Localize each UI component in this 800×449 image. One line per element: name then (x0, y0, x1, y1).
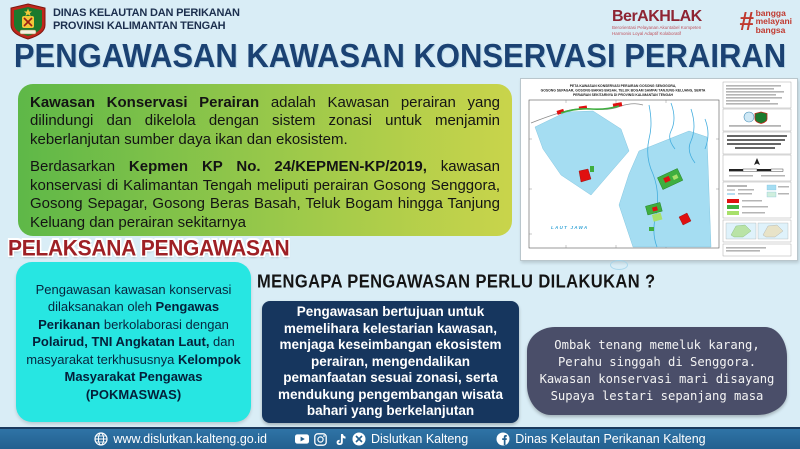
ministry-logo (744, 112, 754, 122)
hashtag-word3: bangsa (755, 24, 786, 35)
website-group (94, 432, 267, 446)
province-logo-small (755, 112, 767, 124)
definition-paragraph-1 (30, 94, 500, 149)
globe-icon (94, 432, 108, 446)
facebook-group (496, 432, 705, 446)
hashtag-word2: melayani (755, 16, 792, 27)
definition-term: Kawasan Konservasi Perairan (30, 94, 260, 111)
pelaksana-seg2: Pengawas Perikanan (38, 299, 220, 332)
hashtag-icon: # (739, 6, 754, 36)
pantun-line2: Perahu singgah di Senggora. (557, 354, 757, 369)
berakhlak-logo (612, 9, 742, 36)
facebook-account-name[interactable]: Dinas Kelautan Perikanan Kalteng (515, 432, 706, 446)
pelaksana-box (16, 262, 251, 422)
mengapa-text: Pengawasan bertujuan untuk memelihara kelestarian kawasan, menjaga keseimbangan ekosistem perairan, mengendalikan pemanfaatan sesuai zonasi, serta mendukung pengembangan wisata bahari yang berkelanjutan (277, 303, 504, 419)
pelaksana-seg6: Kelompok Masyarakat Pengawas (POKMASWAS) (64, 351, 241, 402)
pelaksana-seg5: dan masyarakat terkhususnya (26, 334, 235, 367)
berakhlak-tagline-1: Berorientasi Pelayanan Akuntabel Kompeten (612, 25, 702, 30)
agency-line2: PROVINSI KALIMANTAN TENGAH (53, 20, 226, 32)
map-sidebar (723, 82, 791, 256)
definition-box (18, 84, 512, 236)
map-figure (521, 79, 797, 260)
map-title-line1: PETA KAWASAN KONSERVASI PERAIRAN GOSONG SENGGORA, (569, 84, 677, 88)
youtube-icon[interactable] (295, 432, 309, 446)
bangga-melayani-bangsa-logo (739, 6, 792, 37)
kalteng-province-logo (8, 3, 48, 40)
regulation-text: kawasan konservasi di Kalimantan Tengah meliputi perairan Gosong Senggora, Gosong Sepagar, Gosong Beras Basah, Teluk Bogam hingga Tanjung Keluang dan perairan sekitarnya (30, 158, 500, 231)
pelaksana-heading: PELAKSANA PENGAWASAN (8, 236, 290, 261)
agency-name (53, 7, 240, 33)
social-account-name[interactable]: Dislutkan Kalteng (370, 432, 469, 446)
definition-paragraph-2 (30, 158, 500, 232)
pantun-line4: Supaya lestari sepanjang masa (550, 389, 764, 404)
instagram-icon[interactable] (314, 432, 328, 446)
footer-bar (0, 427, 800, 449)
map-watermark (610, 260, 628, 270)
definition-text: adalah Kawasan perairan yang dilindungi dan dikelola dengan sistem zonasi untuk menjamin keberlanjutan sumber daya ikan dan ekosistem. (30, 94, 501, 148)
pantun-text (540, 337, 775, 405)
pelaksana-seg1: Pengawasan kawasan konservasi dilaksanakan oleh (35, 281, 232, 315)
page-title: PENGAWASAN KAWASAN KONSERVASI PERAIRAN (13, 36, 787, 75)
sea-label: LAUT JAWA (551, 225, 589, 230)
website-url[interactable]: www.dislutkan.kalteng.go.id (113, 432, 267, 446)
facebook-icon[interactable] (496, 432, 510, 446)
pelaksana-seg4: Polairud, TNI Angkatan Laut, (32, 334, 210, 350)
mengapa-box (262, 301, 519, 423)
berakhlak-tagline-2: Harmonis Loyal Adaptif Kolaboratif (612, 31, 682, 36)
social-group (295, 432, 468, 446)
agency-line1: DINAS KELAUTAN DAN PERIKANAN (53, 7, 240, 19)
conservation-area-map (520, 78, 798, 261)
regulation-pre: Berdasarkan (30, 158, 129, 176)
x-twitter-icon[interactable] (352, 432, 366, 446)
pantun-line1: Ombak tenang memeluk karang, (554, 337, 760, 352)
hashtag-word1: bangga (755, 7, 786, 18)
map-title-line2: GOSONG SEPAGAR, GOSONG BARAS BASAH, TELUK BOGAM SAMPAI TANJUNG KELUANG, SERTA (540, 88, 706, 93)
pantun-box (527, 327, 787, 415)
mengapa-heading: MENGAPA PENGAWASAN PERLU DILAKUKAN ? (257, 272, 656, 292)
pelaksana-text (24, 281, 243, 404)
tiktok-icon[interactable] (333, 432, 347, 446)
regulation-number: Kepmen KP No. 24/KEPMEN-KP/2019, (128, 158, 427, 176)
berakhlak-wordmark: BerAKHLAK (612, 8, 702, 25)
pantun-line3: Kawasan konservasi mari disayang (539, 372, 775, 386)
map-title-line3: PERAIRAN SEKITARNYA DI PROVINSI KALIMANTAN TENGAH (572, 93, 674, 97)
pelaksana-seg3: berkolaborasi dengan (100, 316, 229, 332)
